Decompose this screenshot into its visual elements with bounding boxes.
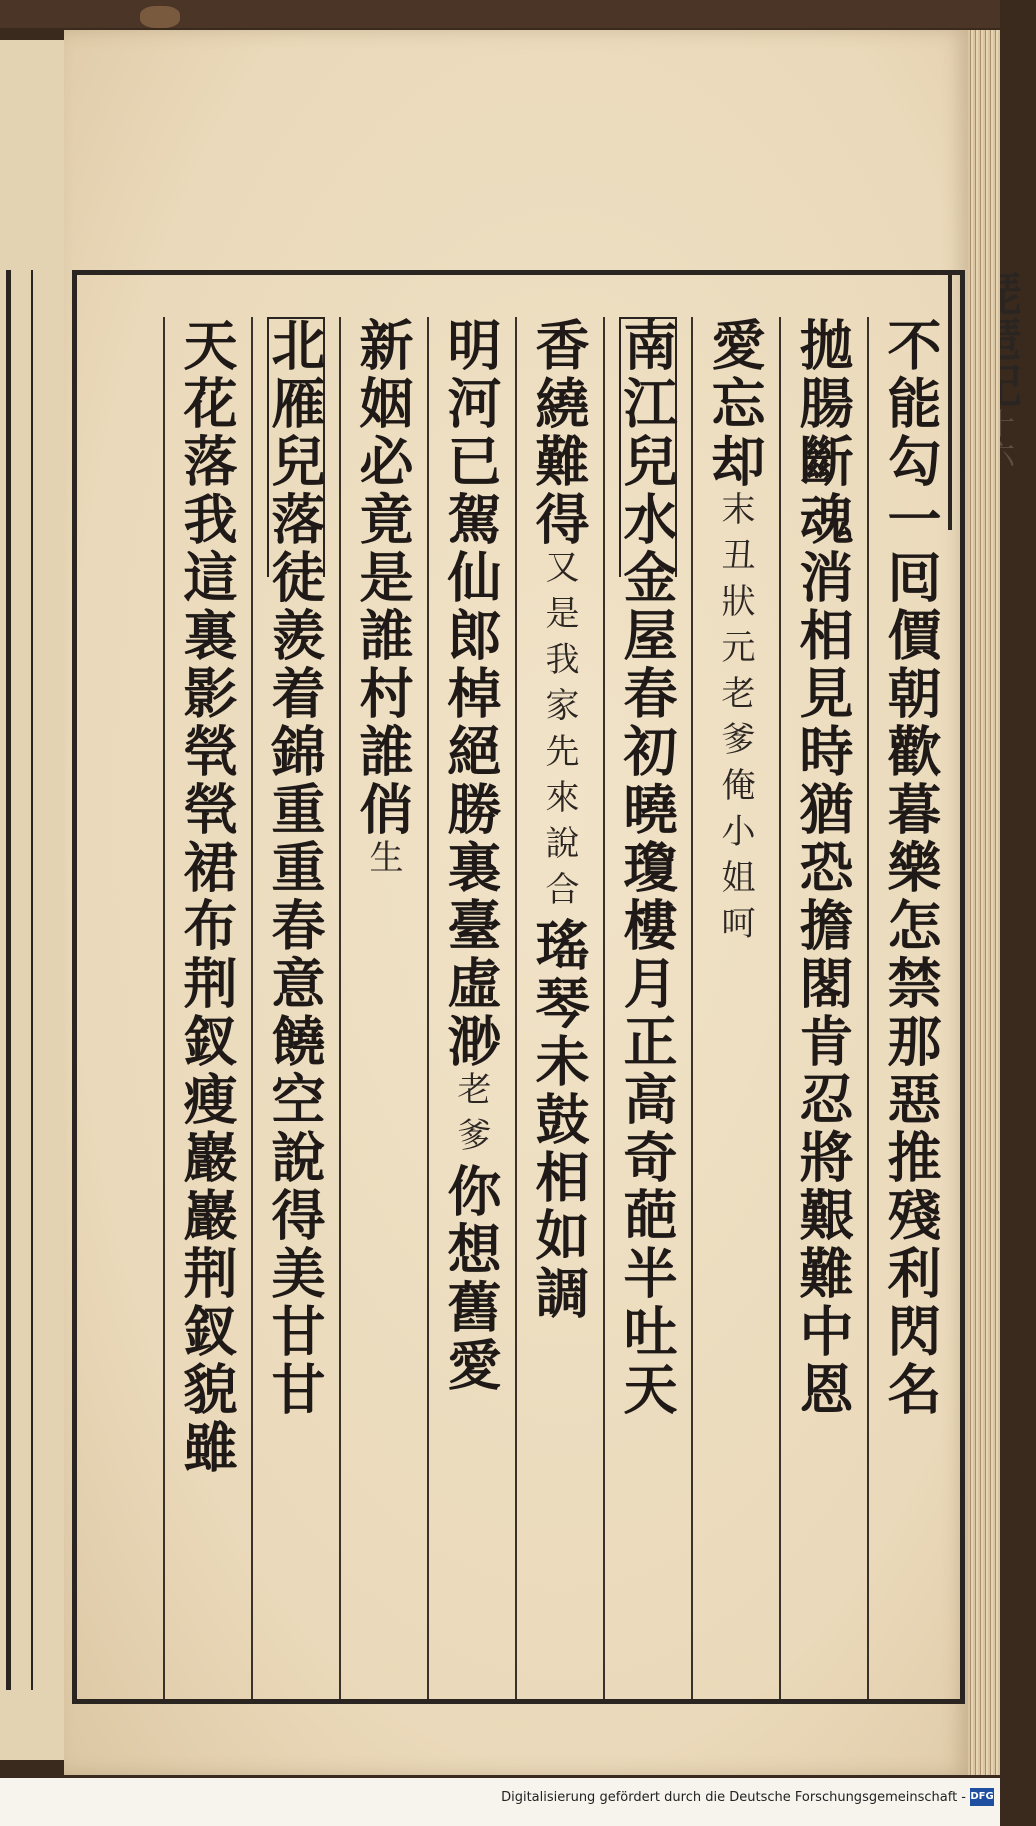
column-7-small: 生 xyxy=(363,839,403,885)
text-frame xyxy=(72,270,965,1704)
left-page xyxy=(0,40,70,1760)
wax-seal-stain xyxy=(140,6,180,28)
column-6-main-2: 你想舊愛 xyxy=(439,1163,503,1395)
column-8-text xyxy=(253,317,339,1699)
column-4-text xyxy=(605,317,691,1699)
column-2-text: 拋腸斷魂消相見時猶恐擔閣肯忍將艱難中恩 xyxy=(791,317,855,1419)
book-page xyxy=(64,30,970,1775)
text-column-4 xyxy=(603,317,691,1699)
column-3-text xyxy=(693,317,779,1699)
column-1-text: 不能勾一囘價朝歡暮樂怎禁那惡推殘利閃名 xyxy=(879,317,943,1419)
dfg-logo: DFG xyxy=(970,1788,994,1806)
text-column-5 xyxy=(515,317,603,1699)
left-page-frame xyxy=(6,270,33,1690)
column-3-small: 末丑狀元老爹俺小姐呵 xyxy=(715,491,755,951)
text-column-6 xyxy=(427,317,515,1699)
column-6-text xyxy=(429,317,515,1699)
text-column-2 xyxy=(779,317,867,1699)
column-4-main: 金屋春初曉瓊樓月正高奇葩半吐天 xyxy=(615,549,679,1419)
text-column-8 xyxy=(251,317,339,1699)
text-column-9 xyxy=(163,317,251,1699)
text-column-1 xyxy=(867,317,955,1699)
column-5-main-2: 瑤琴未鼓相如調 xyxy=(527,917,591,1323)
column-4-tag: 南江兒水 xyxy=(615,317,679,549)
page-edges xyxy=(968,30,1000,1775)
column-5-text xyxy=(517,317,603,1699)
footer-credit: Digitalisierung gefördert durch die Deutsche Forschungsgemeinschaft - xyxy=(501,1790,966,1805)
footer-bar xyxy=(0,1778,1000,1826)
column-5-small: 又是我家先來說合 xyxy=(539,549,579,917)
column-3-main: 愛忘却 xyxy=(703,317,767,491)
column-6-main: 明河已駕仙郎棹絕勝裏臺虛渺 xyxy=(439,317,503,1071)
text-column-3 xyxy=(691,317,779,1699)
column-5-main: 香繞難得 xyxy=(527,317,591,549)
column-9-text: 天花落我這裏影煢煢裙布荆釵瘦巖巖荆釵貌雖 xyxy=(175,317,239,1477)
column-8-main: 徒羨着錦重重春意饒空說得美甘甘 xyxy=(263,549,327,1419)
column-6-small: 老爹 xyxy=(451,1071,491,1163)
column-7-main: 新姻必竟是誰村誰俏 xyxy=(351,317,415,839)
column-8-tag: 北雁兒落 xyxy=(263,317,327,549)
text-column-7 xyxy=(339,317,427,1699)
column-7-text xyxy=(341,317,427,1699)
